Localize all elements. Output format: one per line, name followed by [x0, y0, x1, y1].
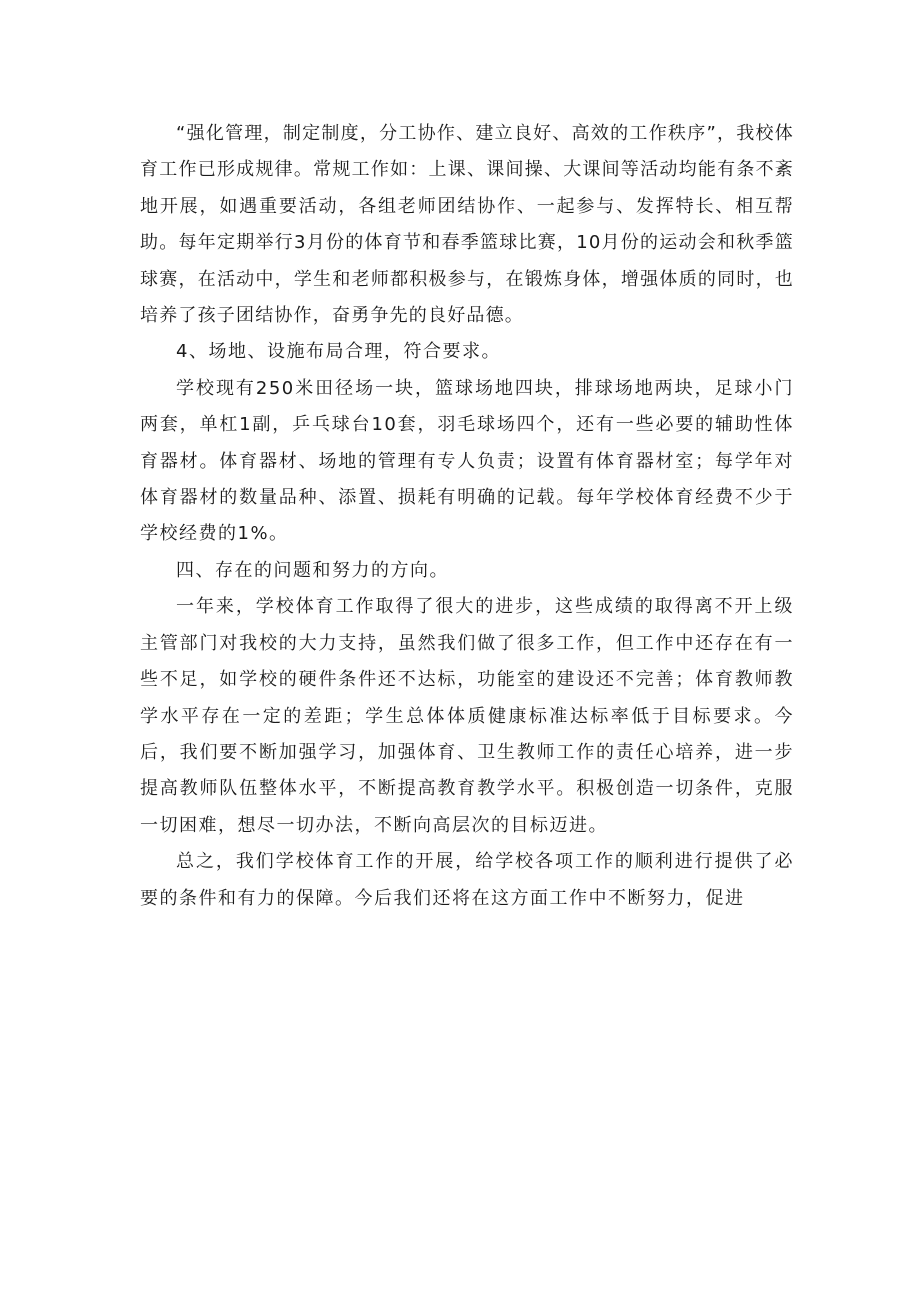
paragraph-problems: 一年来，学校体育工作取得了很大的进步，这些成绩的取得离不开上级主管部门对我校的大力支持，虽然我们做了很多工作，但工作中还存在有一些不足，如学校的硬件条件还不达标，功能室的建设还不完善；体育教师教学水平存在一定的差距；学生总体体质健康标准达标率低于目标要求。今后，我们要不断加强学习，加强体育、卫生教师工作的责任心培养，进一步提高教师队伍整体水平，不断提高教育教学水平。积极创造一切条件，克服一切困难，想尽一切办法，不断向高层次的目标迈进。 — [140, 596, 794, 836]
paragraph-work-order: “强化管理，制定制度，分工协作、建立良好、高效的工作秩序”，我校体育工作已形成规律。常规工作如：上课、课间操、大课间等活动均能有条不紊地开展，如遇重要活动，各组老师团结协作、一起参与、发挥特长、相互帮助。每年定期举行3月份的体育节和春季篮球比赛，10月份的运动会和秋季篮球赛，在活动中，学生和老师都积极参与，在锻炼身体，增强体质的同时，也培养了孩子团结协作，奋勇争先的良好品德。 — [140, 123, 794, 327]
paragraph-summary: 总之，我们学校体育工作的开展，给学校各项工作的顺利进行提供了必要的条件和有力的保障。今后我们还将在这方面工作中不断努力，促进 — [140, 851, 794, 909]
paragraph-facilities: 学校现有250米田径场一块，篮球场地四块，排球场地两块，足球小门两套，单杠1副，乒乓球台10套，羽毛球场四个，还有一些必要的辅助性体育器材。体育器材、场地的管理有专人负责；设置有体育器材室；每学年对体育器材的数量品种、添置、损耗有明确的记载。每年学校体育经费不少于学校经费的1%。 — [140, 377, 794, 545]
document-body — [140, 116, 794, 917]
paragraph-section-4-heading: 4、场地、设施布局合理，符合要求。 — [176, 341, 501, 363]
paragraph-section-four-heading: 四、存在的问题和努力的方向。 — [176, 559, 449, 581]
